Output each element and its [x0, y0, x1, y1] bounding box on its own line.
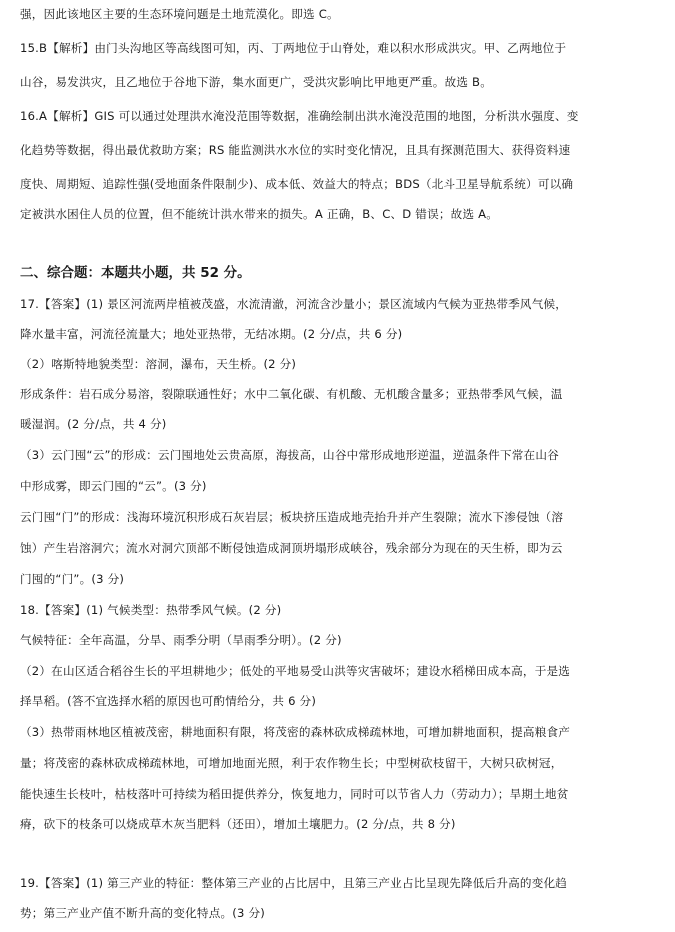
text-line: 化趋势等数据，得出最优救助方案；RS 能监测洪水水位的实时变化情况，且具有探测范围大、获得资料速	[20, 143, 571, 157]
text-line: 18.【答案】(1) 气候类型：热带季风气候。(2 分)	[20, 603, 282, 617]
text-line: 形成条件：岩石成分易溶，裂隙联通性好；水中二氧化碳、有机酸、无机酸含量多；亚热带季风气候，温	[20, 387, 563, 401]
text-line: 能快速生长枝叶，枯枝落叶可持续为稻田提供养分，恢复地力，同时可以节省人力（劳动力）；旱期土地贫	[20, 787, 569, 801]
text-line: 量；将茂密的森林砍成梯疏林地，可增加地面光照，利于农作物生长；中型树砍枝留干，大树只砍树冠，	[20, 756, 563, 770]
text-line: 瘠，砍下的枝条可以烧成草木灰当肥料（还田），增加土壤肥力。(2 分/点，共 8 分)	[20, 817, 456, 831]
text-line: 门囤的“门”。(3 分)	[20, 572, 125, 586]
section-heading: 二、综合题：本题共小题，共 52 分。	[20, 265, 251, 281]
text-line: 16.A【解析】GIS 可以通过处理洪水淹没范围等数据，准确绘制出洪水淹没范围的地图，分析洪水强度、变	[20, 109, 579, 123]
text-line: 暖湿润。(2 分/点，共 4 分)	[20, 417, 167, 431]
text-line: （2）在山区适合稻谷生长的平坦耕地少；低处的平地易受山洪等灾害破坏；建设水稻梯田成本高，于是选	[20, 664, 571, 678]
text-line: 度快、周期短、追踪性强(受地面条件限制少)、成本低、效益大的特点；BDS（北斗卫星导航系统）可以确	[20, 177, 574, 191]
text-line: 蚀）产生岩溶洞穴；流水对洞穴顶部不断侵蚀造成洞顶坍塌形成峡谷，残余部分为现在的天生桥，即为云	[20, 541, 563, 555]
text-line: 强，因此该地区主要的生态环境问题是土地荒漠化。即选 C。	[20, 7, 339, 21]
text-line: 势；第三产业产值不断升高的变化特点。(3 分)	[20, 906, 265, 920]
text-line: （3）热带雨林地区植被茂密，耕地面积有限，将茂密的森林砍成梯疏林地，可增加耕地面积，提高粮食产	[20, 725, 571, 739]
text-line: 云门囤“门”的形成：浅海环境沉积形成石灰岩层；板块挤压造成地壳抬升并产生裂隙；流水下渗侵蚀（溶	[20, 510, 564, 524]
text-line: 19.【答案】(1) 第三产业的特征：整体第三产业的占比居中，且第三产业占比呈现先降低后升高的变化趋	[20, 876, 568, 890]
text-line: 定被洪水困住人员的位置，但不能统计洪水带来的损失。A 正确，B、C、D 错误；故选 A。	[20, 207, 499, 221]
text-line: 15.B【解析】由门头沟地区等高线图可知，丙、丁两地位于山脊处，难以积水形成洪灾。甲、乙两地位于	[20, 41, 567, 55]
text-line: 降水量丰富，河流径流量大；地处亚热带，无结冰期。(2 分/点，共 6 分)	[20, 327, 403, 341]
text-line: 择旱稻。(答不宜选择水稻的原因也可酌情给分，共 6 分)	[20, 694, 317, 708]
text-line: 中形成雾，即云门囤的“云”。(3 分)	[20, 479, 207, 493]
text-line: 气候特征：全年高温，分旱、雨季分明（旱雨季分明）。(2 分)	[20, 633, 342, 647]
text-line: 17.【答案】(1) 景区河流两岸植被茂盛，水流清澈，河流含沙量小；景区流域内气候为亚热带季风气候，	[20, 297, 568, 311]
text-line: （2）喀斯特地貌类型：溶洞，瀑布，天生桥。(2 分)	[20, 357, 297, 371]
text-line: （3）云门囤“云”的形成：云门囤地处云贵高原，海拔高，山谷中常形成地形逆温，逆温条件下常在山谷	[20, 448, 559, 462]
text-line: 山谷，易发洪灾，且乙地位于谷地下游，集水面更广，受洪灾影响比甲地更严重。故选 B。	[20, 75, 492, 89]
